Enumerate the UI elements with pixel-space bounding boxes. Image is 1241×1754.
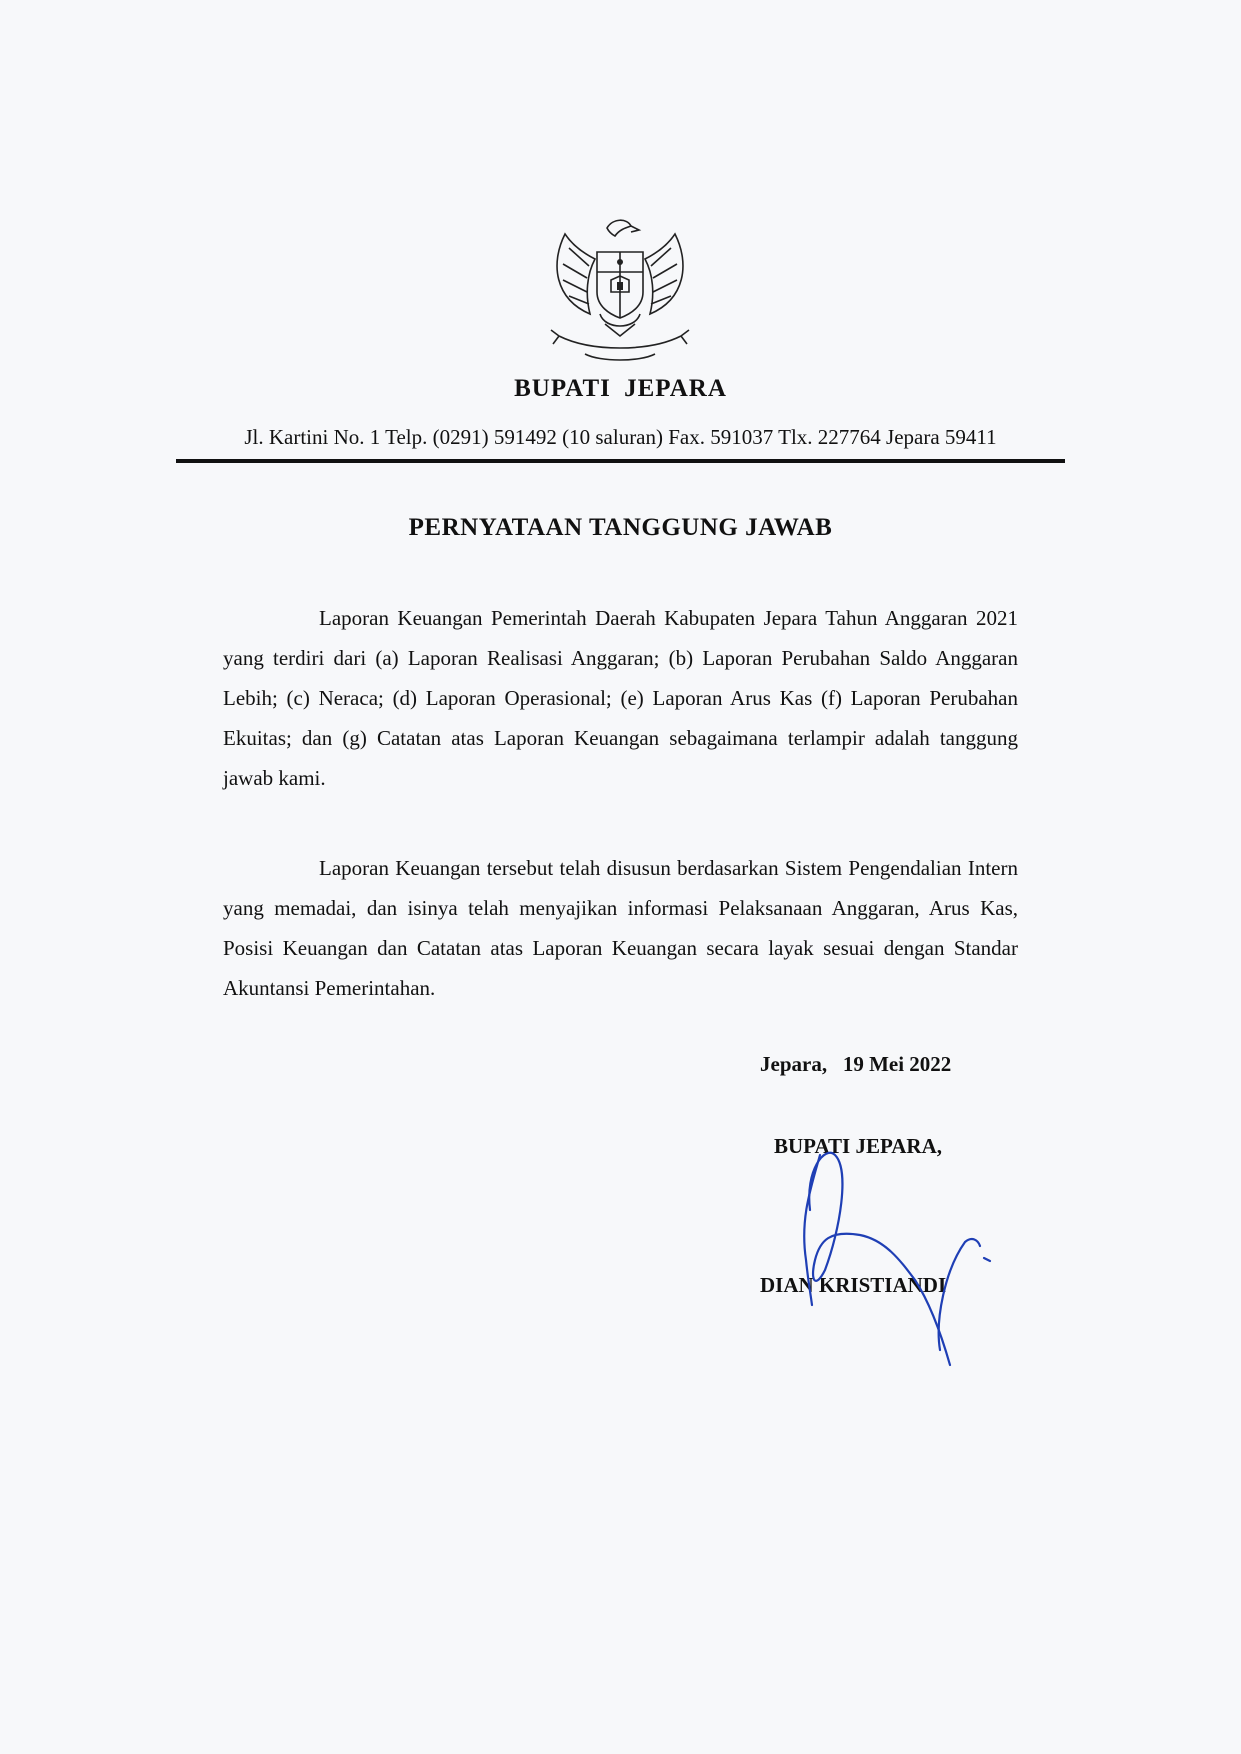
signatory-name: DIAN KRISTIANDI [760, 1273, 947, 1297]
signatory-role: BUPATI JEPARA, [774, 1134, 942, 1158]
document-title: PERNYATAAN TANGGUNG JAWAB [408, 514, 833, 541]
letterhead-divider [176, 459, 1065, 463]
paragraph-2: Laporan Keuangan tersebut telah disusun berdasarkan Sistem Pengendalian Intern yang memadai, dan isinya telah menyajikan informasi Pelaksanaan Anggaran, Arus Kas, Posisi Keuangan dan Catatan atas Laporan Keuangan secara layak sesuai dengan Standar Akuntansi Pemerintahan. [223, 856, 1018, 1000]
place-date: Jepara, 19 Mei 2022 [760, 1052, 952, 1076]
handwritten-signature [770, 1150, 1010, 1380]
paragraph-1: Laporan Keuangan Pemerintah Daerah Kabupaten Jepara Tahun Anggaran 2021 yang terdiri dari (a) Laporan Realisasi Anggaran; (b) Laporan Perubahan Saldo Anggaran Lebih; (c) Neraca; (d) Laporan Operasional; (e) Laporan Arus Kas (f) Laporan Perubahan Ekuitas; dan (g) Catatan atas Laporan Keuangan sebagaimana terlampir adalah tanggung jawab kami. [223, 606, 1018, 790]
garuda-emblem-icon [545, 214, 695, 374]
office-address: Jl. Kartini No. 1 Telp. (0291) 591492 (10 saluran) Fax. 591037 Tlx. 227764 Jepara 59411 [244, 425, 997, 449]
office-title: BUPATI JEPARA [514, 375, 727, 402]
